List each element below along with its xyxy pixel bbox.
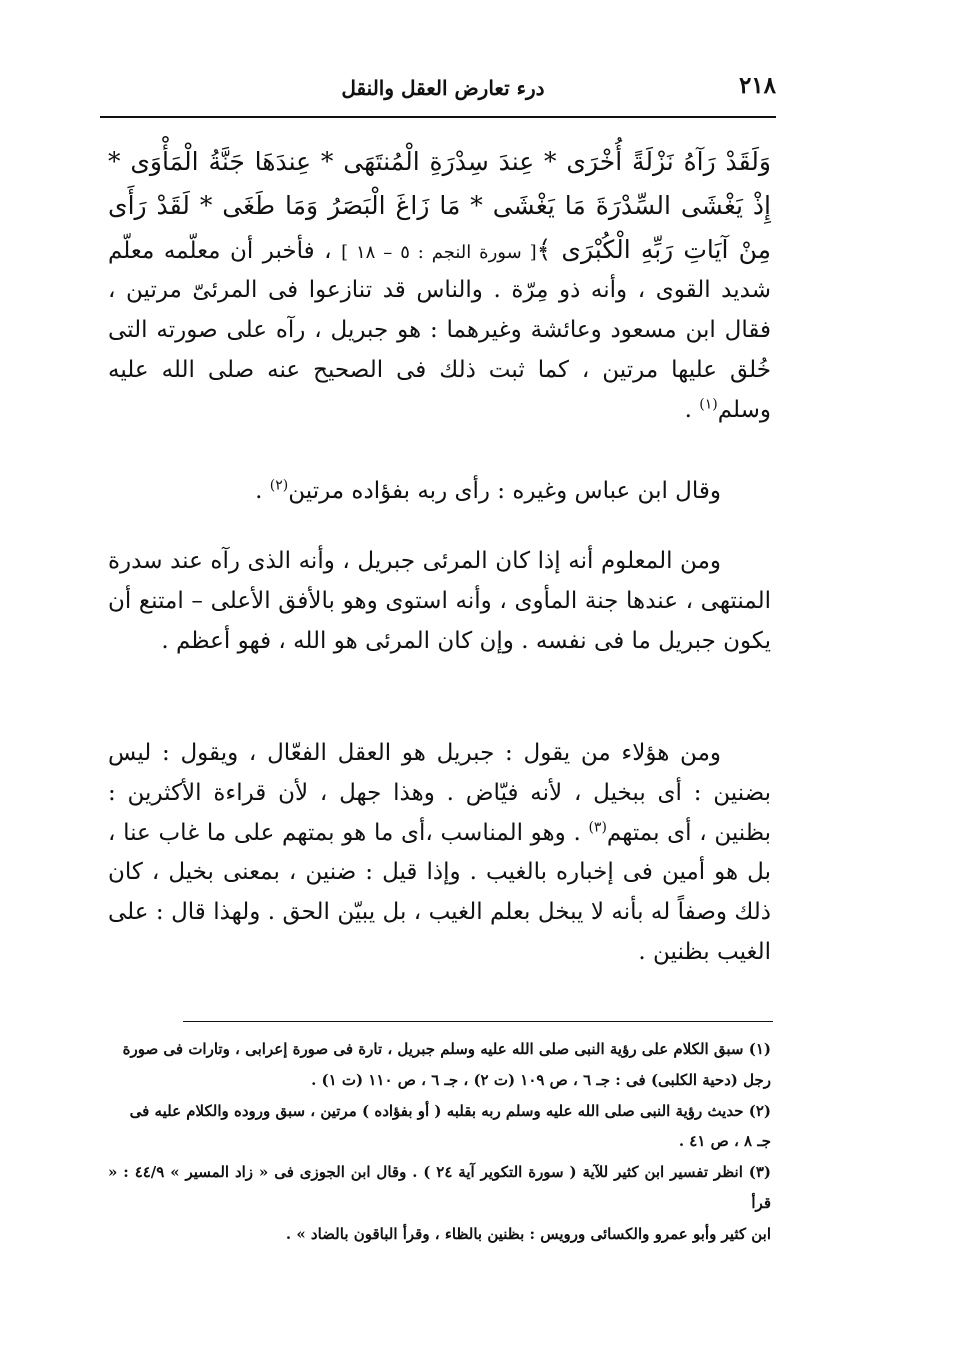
paragraph-text: وقال ابن عباس وغيره : رأى ربه بفؤاده مرتين xyxy=(288,478,721,504)
footnote-3: (٣) انظر تفسير ابن كثير للآية ( سورة التكوير آية ٢٤ ) . وقال ابن الجوزى فى « زاد المسير » ٤٤/٩ : « قرأ ابن كثير وأبو عمرو والكسائى ورويس : بظنين بالظاء ، وقرأ الباقون بالضاد » . xyxy=(108,1163,772,1243)
page-number: ٢١٨ xyxy=(738,72,776,99)
paragraph-text: ومن المعلوم أنه إذا كان المرئى جبريل ، وأنه الذى رآه عند سدرة المنتهى ، عندها جنة المأوى ، وأنه استوى وهو بالأفق الأعلى – امتنع أن يكون جبريل ما فى نفسه . وإن كان المرئى هو الله ، فهو أعظم . xyxy=(108,548,771,654)
paragraph-text-cont: . وهو المناسب ،أى ما هو بمتهم على ما غاب عنا ، بل هو أمين فى إخباره بالغيب . وإذا قيل : ضنين ، بمعنى بخيل ، كان ذلك وصفاً له بأنه لا يبخل بعلم الغيب ، بل يبيّن الحق . ولهذا قال : على الغيب بظنين . xyxy=(108,819,771,965)
main-text xyxy=(108,140,771,973)
quran-verse: وَلَقَدْ رَآهُ نَزْلَةً أُخْرَى * عِندَ سِدْرَةِ الْمُنتَهَى * عِندَهَا جَنَّةُ الْمَأْوَى * إِذْ يَغْشَى السِّدْرَةَ مَا يَغْشَى * مَا زَاغَ الْبَصَرُ وَمَا طَغَى * لَقَدْ رَأَى مِنْ آيَاتِ رَبِّهِ الْكُبْرَى ﴾ xyxy=(108,147,772,264)
footnote-marker: (١) xyxy=(699,396,718,413)
running-title: درء تعارض العقل والنقل xyxy=(341,76,545,100)
page-header xyxy=(110,72,776,106)
paragraph-text: ، فأخبر أن معلّمه معلّم شديد القوى ، وأنه ذو مِرّة . والناس قد تنازعوا فى المرئىّ مرتين ، فقال ابن مسعود وعائشة وغيرهما : هو جبريل ، رآه على صورته التى خُلق عليها مرتين ، كما ثبت ذلك فى الصحيح عنه صلى الله عليه وسلم xyxy=(108,237,771,423)
footnote-marker: (٢) xyxy=(269,477,289,494)
paragraph-ibn-abbas: وقال ابن عباس وغيره : رأى ربه بفؤاده مرتين$^{(٢)}$ . xyxy=(255,477,721,504)
header-rule xyxy=(100,116,776,118)
paragraph-quran: وَلَقَدْ رَآهُ نَزْلَةً أُخْرَى * عِندَ سِدْرَةِ الْمُنتَهَى * عِندَهَا جَنَّةُ الْمَأْوَى * إِذْ يَغْشَى السِّدْرَةَ مَا يَغْشَى * مَا زَاغَ الْبَصَرُ وَمَا طَغَى * لَقَدْ رَأَى مِنْ آيَاتِ رَبِّهِ الْكُبْرَى ﴾[ سورة النجم : ٥ – ١٨ ] ، فأخبر أن معلّمه معلّم شديد القوى ، وأنه ذو مِرّة . والناس قد تنازعوا فى المرئىّ مرتين ، فقال ابن مسعود وعائشة وغيرهما : هو جبريل ، رآه على صورته التى خُلق عليها مرتين ، كما ثبت ذلك فى الصحيح عنه صلى الله عليه وسلم$^{(١)}$ . xyxy=(108,147,772,423)
footnotes xyxy=(108,1034,771,1249)
surah-reference: [ سورة النجم : ٥ – ١٨ ] xyxy=(341,241,537,263)
footnote-1: (١) سبق الكلام على رؤية النبى صلى الله عليه وسلم جبريل ، تارة فى صورة إعرابى ، وتارات فى صورة رجل (دحية الكلبى) فى : جـ ٦ ، ص ١٠٩ (ت ٢) ، جـ ٦ ، ص ١١٠ (ت ١) . xyxy=(122,1040,771,1089)
paragraph-aql-faal xyxy=(108,734,771,973)
footnote-rule xyxy=(183,1021,773,1022)
paragraph-known xyxy=(108,542,771,726)
footnote-marker: (٣) xyxy=(588,818,607,835)
footnote-2: (٢) حديث رؤية النبى صلى الله عليه وسلم ربه بقلبه ( أو بفؤاده ) مرتين ، سبق وروده والكلام عليه فى جـ ٨ ، ص ٤١ . xyxy=(129,1101,771,1151)
paragraph-text: ومن هؤلاء من يقول : جبريل هو العقل الفعّال ، ويقول : ليس بضنين : أى ببخيل ، لأنه فيّاض . وهذا جهل ، لأن قراءة الأكثرين : بظنين ، أى بمتهم xyxy=(108,740,771,846)
